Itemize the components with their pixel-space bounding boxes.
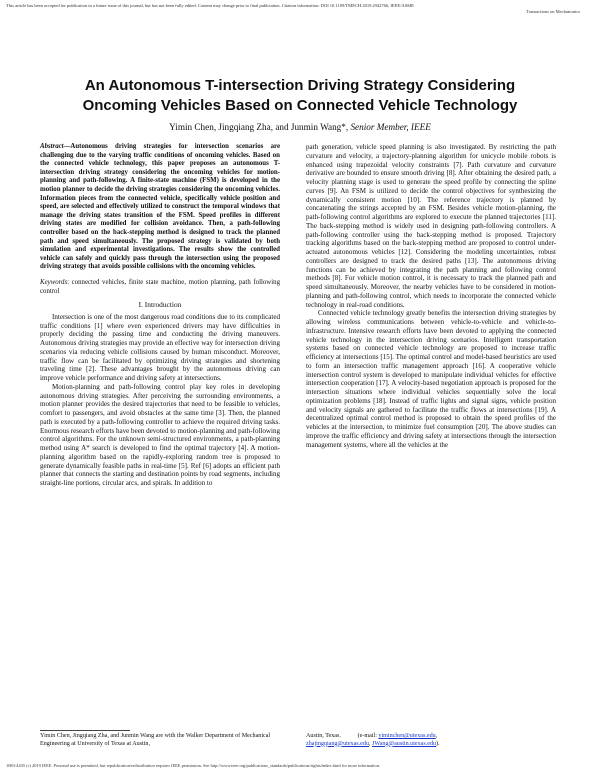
email-link[interactable]: yiminchen@utexas.edu	[378, 733, 436, 739]
publication-note	[6, 3, 594, 15]
left-column	[40, 143, 280, 488]
right-column	[306, 143, 556, 449]
footnote-affiliation: Yimin Chen, Jingqiang Zha, and Junmin Wang are with the Walker Department of Mechanical Engineering at University of Texas at Austin,	[40, 733, 271, 747]
abstract	[40, 143, 280, 272]
author-role: Senior Member, IEEE	[350, 122, 431, 132]
footnote-email-label: (e-mail:	[357, 733, 377, 739]
paragraph: Intersection is one of the most dangerous road conditions due to its complicated traffic conditions [1] where even experienced drivers may have difficulties in properly deciding the passing time and conducting the driving maneuvers. Autonomous driving strategies may provide an effective way for intersection driving scenarios via reducing vehicle collisions caused by human misconduct. Moreover, traffic flow can be facilitated by optimizing driving strategies and shortening traveling time [2]. These advantages brought by the autonomous driving can improve vehicle performance and driving safety at intersections.	[40, 312, 280, 383]
paragraph: Connected vehicle technology greatly benefits the intersection driving strategies by allowing wireless communications between vehicle-to-vehicle and vehicle-to-infrastructure. Intensive research efforts have been devoted to applying the connected vehicle technology in the intersection driving scenarios. Intelligent transportation systems based on connected vehicle technology are proposed to increase traffic efficiency at intersections [15]. The optimal control and model-based heuristics are used to form an intersection traffic management approach [16]. A cooperative vehicle intersection control system is developed to manipulate individual vehicles for effective intersection cooperation [17]. A velocity-based negotiation approach is proposed for the intersection situations where individual vehicles sequentially solve the local optimization problems [18]. Instead of traffic lights and signal signs, vehicle position and velocity signals are gathered to facilitate the traffic flows at intersections [19]. A decentralized optimal control method is proposed to obtain the speed profiles of the vehicles at the intersection, to minimize fuel consumption [20]. The above studies can improve the traffic efficiency and driving safety at intersections through the intersection management systems, where all the vehicles at the	[306, 309, 556, 449]
section-heading: I. Introduction	[138, 300, 182, 310]
paragraph: Motion-planning and path-following control play key roles in developing autonomous driving strategies. After perceiving the surrounding environments, a motion planner provides the desired trajectories that need to be feasible to vehicles, comfort to passengers, and avoid obstacles at the same time [3]. Then, the planned path is executed by a path-following controller to achieve the required driving tasks. Enormous research efforts have been devoted to motion-planning and path-following control algorithms. For the unknown semi-structured environments, a path-planning method using A* search is developed to find the optimal trajectory [4]. A motion-planning algorithm based on the rapidly-exploring random tree is proposed to generate dynamically feasible paths in real-time [5]. Ref [6] adopts an efficient path planner that connects the starting and destination points by road segments, including straight-line portions, circular arcs, and spirals. In addition to	[40, 382, 280, 488]
keywords-text: : connected vehicles, finite state machine, motion planning, path following control	[40, 278, 280, 295]
paragraph: path generation, vehicle speed planning is also investigated. By restricting the path curvature and velocity, a trajectory-planning algorithm for unicycle mobile robots is enhanced using trapezoidal velocity constraints [7]. Path curvature and curvature derivative are bounded to ensure smooth driving [8]. After obtaining the desired path, a velocity planning stage is used to generate the speed profile by connecting the spline curves [9]. An FSM is utilized to decide the control objectives for synthesizing the dynamically consistent motion [10]. The reference trajectory is planned by concatenating the strings accepted by an FSM. Besides vehicle motion-planning, the path-following control algorithms are explored to execute the planned trajectories [11]. The back-stepping method is widely used in designing path-following controllers. A path-following controller using the back-stepping method is proposed. Trajectory tracking algorithms based on the back-stepping method are proposed to control under-actuated autonomous vehicles [12]. Considering the modeling uncertainties, robust controllers are designed to track the desired paths [13]. The autonomous driving functions can be achieved by integrating the path planning and following control methods [8]. For vehicle motion control, it is necessary to track the planned path and speed simultaneously. Moreover, the nearby vehicles have to be considered in motion-planning and path-following control, which needs to incorporate the connected vehicle technology in real-road conditions.	[306, 143, 556, 309]
abstract-label: Abstract	[40, 143, 64, 150]
keywords-label: Keywords	[40, 278, 68, 286]
footnote-divider	[40, 730, 130, 731]
footnote-contact: Austin, Texas. (e-mail: yiminchen@utexas.edu, zhajingqiang@utexas.edu, JWang@austin.utexas.edu).	[306, 733, 440, 747]
abstract-text: —Autonomous driving strategies for intersection scenarios are challenging due to the varying traffic conditions of oncoming vehicles. Based on the connected vehicle technology, this paper proposes an autonomous T-intersection driving strategy considering the oncoming vehicles for motion-planning and path-following. A finite-state machine (FSM) is developed in the motion planner to decide the driving strategies considering the oncoming vehicles. Information pieces from the connected vehicle, specifically vehicle position and speed, are selected and effectively utilized to construct the temporal windows that manage the driving states transition of the FSM. Speed profiles in different driving states are modified for collision avoidance. Then, a path-following controller based on the back-stepping method is designed to track the planned path and speed simultaneously. The proposed strategy is validated by both simulation and experimental investigations. The results show the controlled vehicle can safely and quickly pass through the intersection using the proposed driving strategy that avoids possible collisions with the oncoming vehicles.	[40, 143, 280, 271]
publication-note-line1: This article has been accepted for publication in a future issue of this journal, but has not been fully edited. Content may change prior to final publication. Citation information: DOI 10.1109/TMECH.2019.2942766, IEEE/ASME	[6, 3, 414, 8]
paper-title	[20, 76, 580, 116]
title-line-2: Oncoming Vehicles Based on Connected Vehicle Technology	[82, 97, 518, 114]
email-link[interactable]: JWang@austin.utexas.edu	[372, 740, 437, 747]
email-link[interactable]: zhajingqiang@utexas.edu	[306, 740, 369, 747]
copyright-note: 1083-4435 (c) 2019 IEEE. Personal use is permitted, but republication/redistribution requires IEEE permission. See http://www.ieee.org/publications_standards/publications/rights/index.html for more information.	[6, 763, 380, 768]
title-line-1: An Autonomous T-intersection Driving Strategy Considering	[84, 77, 516, 94]
publication-note-line2: Transactions on Mechatronics	[526, 9, 580, 14]
author-line	[20, 122, 580, 132]
author-names: Yimin Chen, Jingqiang Zha, and Junmin Wang*,	[169, 122, 349, 132]
keywords	[40, 279, 280, 296]
footnote-city: Austin, Texas.	[306, 733, 341, 739]
